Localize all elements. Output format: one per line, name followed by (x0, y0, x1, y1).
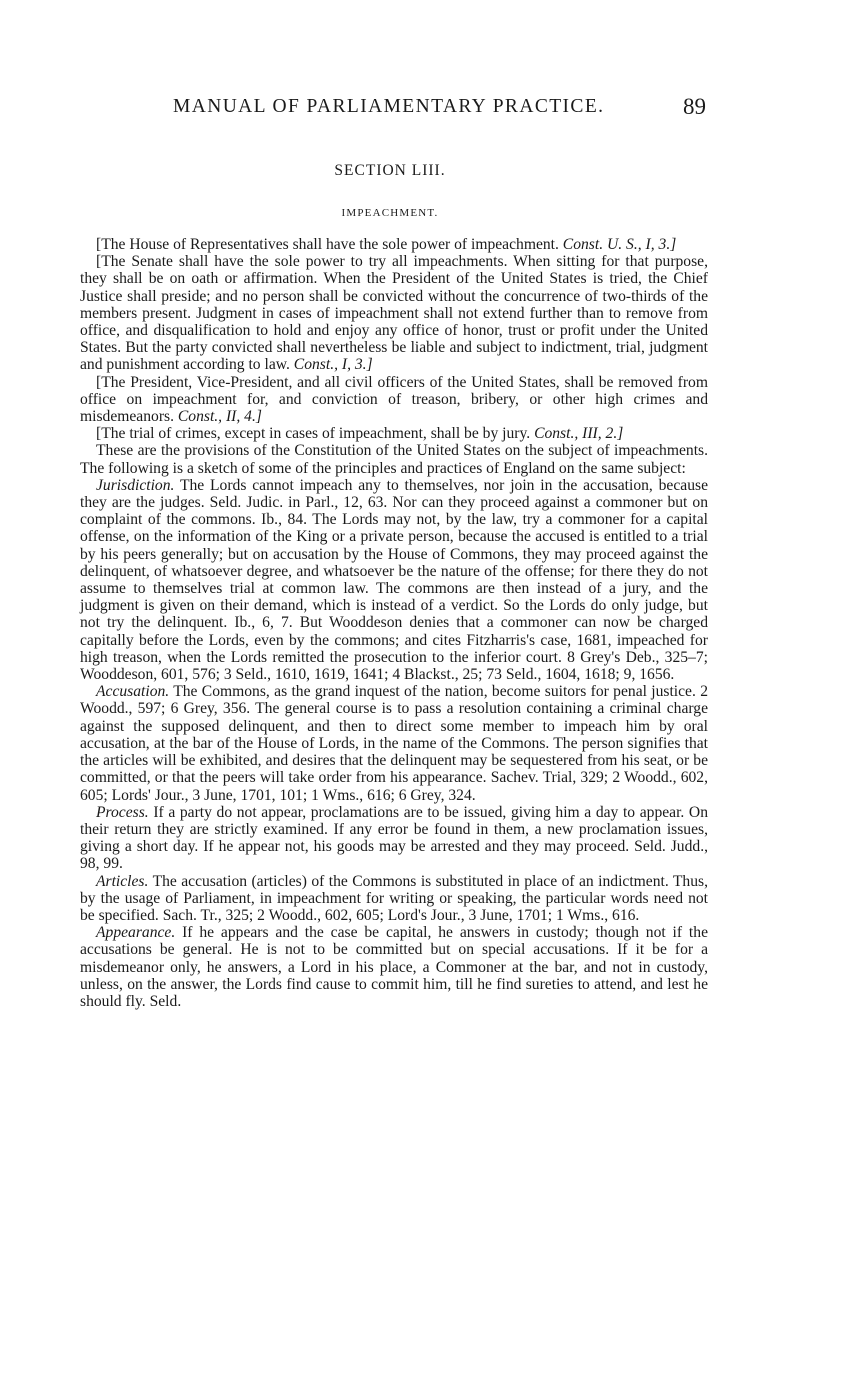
paragraph-provisions (80, 442, 708, 476)
body-text (80, 236, 708, 1010)
paragraph-articles (80, 873, 708, 925)
page-number: 89 (683, 94, 706, 119)
paragraph-text: The Lords cannot impeach any to themselves, nor join in the accusation, because they are the judges. Seld. Judic. in Parl., 12, 63. Nor can they proceed against a commoner but on complaint of the commons. Ib., 84. The Lords may not, by the law, try a commoner for a capital offense, on the information of the King or a private person, because the accused is entitled to a trial by his peers generally; but on accusation by the House of Commons, they may proceed against the delinquent, of whatsoever degree, and whatsoever be the nature of the offense; for there they do not assume to themselves trial at common law. The commons are then instead of a jury, and the judgment is given on their demand, which is instead of a verdict. So the Lords do only judge, but not try the delinquent. Ib., 6, 7. But Wooddeson denies that a commoner can now be charged capitally before the Lords, even by the commons; and cites Fitzharris's case, 1681, impeached for high treason, when the Lords remitted the prosecution to the inferior court. 8 Grey's Deb., 325–7; Wooddeson, 601, 576; 3 Seld., 1610, 1619, 1641; 4 Blackst., 25; 73 Seld., 1604, 1618; 9, 1656. (80, 476, 708, 684)
paragraph-senate-power (80, 253, 708, 373)
paragraph-text: [The Senate shall have the sole power to try all impeachments. When sitting for that purpose, they shall be on oath or affirmation. When the President of the United States is tried, the Chief Justice shall preside; and no person shall be convicted without the concurrence of two-thirds of the members present. Judgment in cases of impeachment shall not extend further than to remove from office, and disqualification to hold and enjoy any office of honor, trust or profit under the United States. But the party convicted shall nevertheless be liable and subject to indictment, trial, judgment and punishment according to law. (80, 253, 708, 374)
paragraph-lead: Articles. (96, 872, 149, 890)
citation: Const., III, 2.] (534, 425, 624, 443)
paragraph-jurisdiction (80, 477, 708, 683)
paragraph-text: The Commons, as the grand inquest of the nation, become suitors for penal justice. 2 Woodd., 597; 6 Grey, 356. The general course is to pass a resolution containing a criminal charge against the supposed delinquent, and then to direct some member to impeach him by oral accusation, at the bar of the House of Lords, in the name of the Commons. The person signifies that the articles will be exhibited, and desires that the delinquent may be sequestered from his seat, or be committed, or that the peers will take order from his appearance. Sachev. Trial, 329; 2 Woodd., 602, 605; Lords' Jour., 3 June, 1701, 101; 1 Wms., 616; 6 Grey, 324. (80, 683, 708, 804)
section-title: SECTION LIII. (334, 162, 446, 179)
paragraph-text: [The President, Vice-President, and all civil officers of the United States, shall be removed from office on impeachment for, and conviction of treason, bribery, or other high crimes and misdemeanors. (80, 373, 708, 426)
paragraph-lead: Jurisdiction. (96, 476, 175, 494)
subject-title: IMPEACHMENT. (341, 207, 439, 219)
citation: Const., II, 4.] (177, 408, 262, 426)
paragraph-process (80, 804, 708, 873)
running-title: MANUAL OF PARLIAMENTARY PRACTICE. (173, 96, 605, 117)
paragraph-text: If a party do not appear, proclamations are to be issued, giving him a day to appear. On their return they are strictly examined. If any error be found in them, a new proclamation issues, giving a short day. If he appear not, his goods may be arrested and they may proceed. Seld. Judd., 98, 99. (80, 803, 708, 873)
paragraph-text: If he appears and the case be capital, he answers in custody; though not if the accusations be general. He is not to be committed but on special accusations. If it be for a misdemeanor only, he answers, a Lord in his place, a Commoner at the bar, and not in custody, unless, on the answer, the Lords find cause to commit him, till he find sureties to attend, and lest he should fly. Seld. (80, 924, 708, 1010)
paragraph-text: The accusation (articles) of the Commons is substituted in place of an indictment. Thus, by the usage of Parliament, in impeachment for writing or speaking, the particular words need not be specified. Sach. Tr., 325; 2 Woodd., 602, 605; Lord's Jour., 3 June, 1701; 1 Wms., 616. (80, 872, 708, 924)
paragraph-text: [The trial of crimes, except in cases of impeachment, shall be by jury. (96, 425, 535, 443)
paragraph-lead: Process. (96, 803, 149, 821)
paragraph-accusation (80, 683, 708, 803)
paragraph-house-power (80, 236, 708, 253)
paragraph-lead: Accusation. (96, 683, 170, 701)
citation: Const. U. S., I, 3.] (562, 236, 677, 253)
paragraph-appearance (80, 924, 708, 1010)
paragraph-text: These are the provisions of the Constitution of the United States on the subject of impeachments. The following is a sketch of some of the principles and practices of England on the same subject: (80, 442, 708, 477)
paragraph-lead: Appearance. (96, 924, 176, 942)
paragraph-jury-trial (80, 425, 708, 442)
running-head (78, 94, 708, 128)
paragraph-text: [The House of Representatives shall have the sole power of impeachment. (96, 236, 563, 253)
citation: Const., I, 3.] (293, 356, 373, 374)
paragraph-removal (80, 374, 708, 426)
